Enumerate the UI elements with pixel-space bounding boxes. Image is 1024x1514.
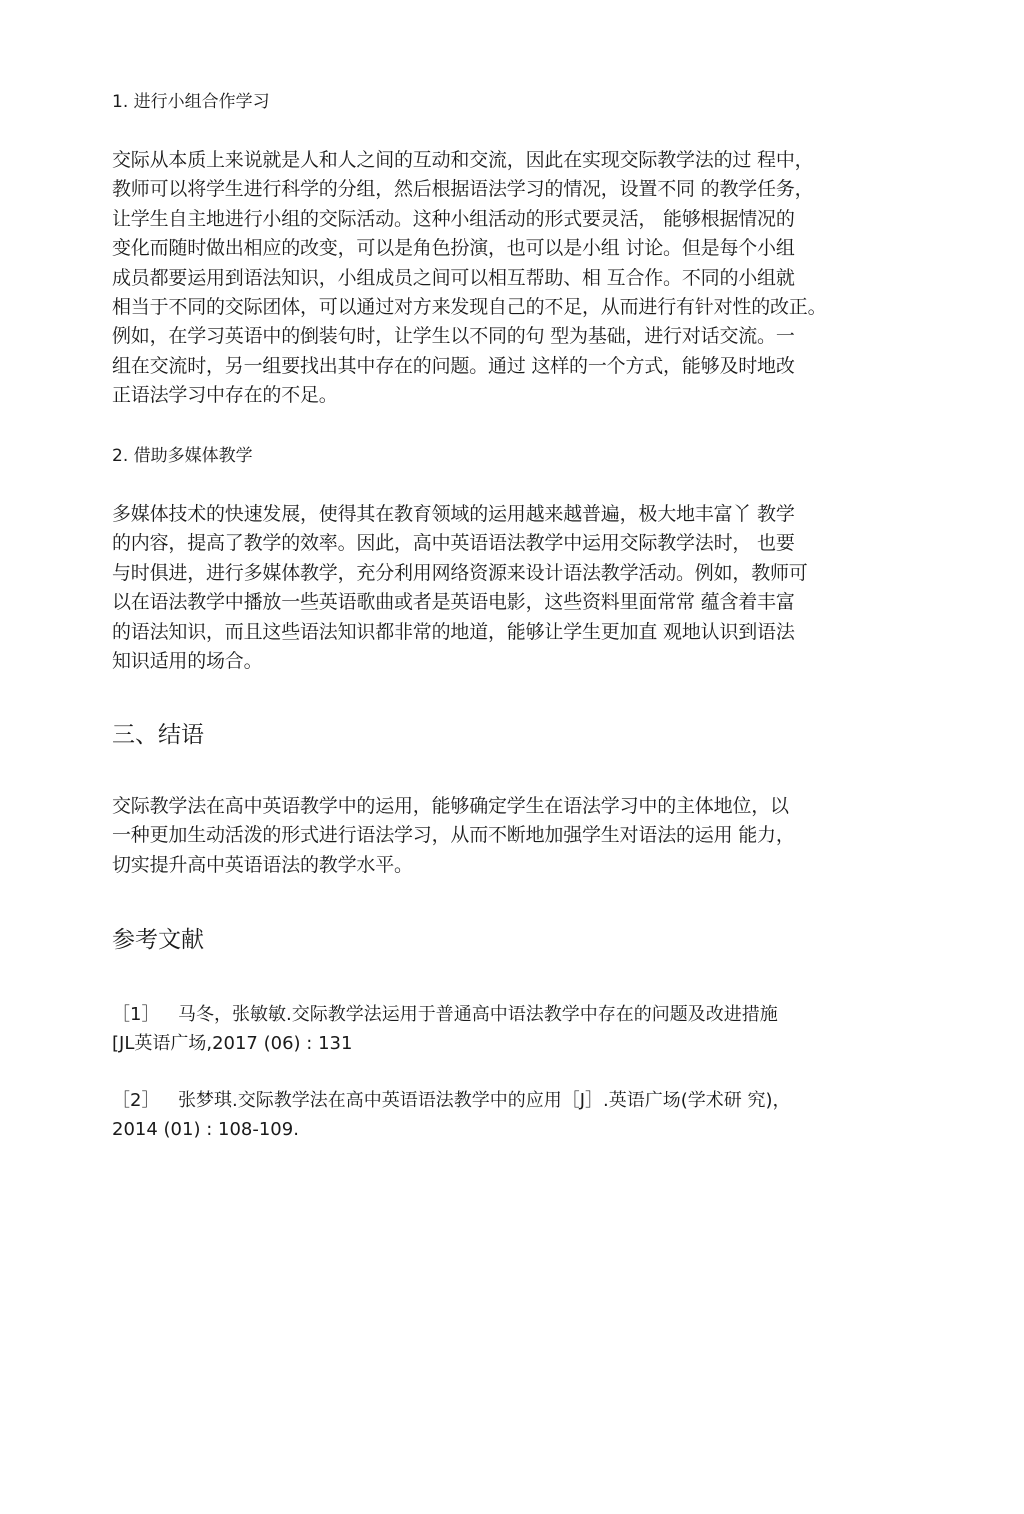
reference-item-2 — [112, 1086, 942, 1144]
text-line: 变化而随时做出相应的改变，可以是角色扮演，也可以是小组 讨论。但是每个小组 — [112, 237, 795, 260]
text-line: 的内容，提高了教学的效率。因此，高中英语语法教学中运用交际教学法时， 也要 — [112, 532, 795, 555]
text-line: 成员都要运用到语法知识，小组成员之间可以相互帮助、相 互合作。不同的小组就 — [112, 266, 795, 289]
reference-text-continued: [JL英语广场,2017 (06) : 131 — [112, 1033, 353, 1054]
text-line: 多媒体技术的快速发展，使得其在教育领域的运用越来越普遍，极大地丰富丫 教学 — [112, 503, 795, 525]
subsection-title-group-learning: 1. 进行小组合作学习 — [112, 92, 270, 112]
text-line: 组在交流时，另一组要找出其中存在的问题。通过 这样的一个方式，能够及时地改 — [112, 354, 795, 377]
reference-text: 张梦琪.交际教学法在高中英语语法教学中的应用［J］.英语广场(学术研 究)， — [178, 1090, 791, 1111]
reference-number: ［1］ — [112, 1004, 160, 1025]
text-line: 教师可以将学生进行科学的分组，然后根据语法学习的情况，设置不同 的教学任务， — [112, 178, 814, 201]
text-line: 以在语法教学中播放一些英语歌曲或者是英语电影，这些资料里面常常 蕴含着丰富 — [112, 591, 795, 614]
paragraph-conclusion — [112, 792, 942, 880]
text-line: 相当于不同的交际团体，可以通过对方来发现自己的不足，从而进行有针对性的改正。 — [112, 295, 827, 318]
text-line: 与时俱进，进行多媒体教学，充分利用网络资源来设计语法教学活动。例如，教师可 — [112, 561, 808, 584]
text-line: 交际从本质上来说就是人和人之间的互动和交流，因此在实现交际教学法的过 程中， — [112, 149, 814, 171]
text-line: 例如，在学习英语中的倒装句时，让学生以不同的句 型为基础，进行对话交流。一 — [112, 325, 795, 348]
text-line: 交际教学法在高中英语教学中的运用，能够确定学生在语法学习中的主体地位，以 — [112, 795, 789, 817]
subsection-title-multimedia: 2. 借助多媒体教学 — [112, 446, 253, 466]
reference-number: ［2］ — [112, 1090, 160, 1111]
section-title-references: 参考文献 — [112, 927, 204, 953]
text-line: 一种更加生动活泼的形式进行语法学习，从而不断地加强学生对语法的运用 能力， — [112, 824, 795, 847]
reference-item-1 — [112, 1000, 942, 1058]
reference-text: 马冬，张敏敏.交际教学法运用于普通高中语法教学中存在的问题及改进措施 — [178, 1004, 778, 1025]
text-line: 让学生自主地进行小组的交际活动。这种小组活动的形式要灵活， 能够根据情况的 — [112, 207, 795, 230]
section-title-conclusion: 三、结语 — [112, 722, 204, 748]
paragraph-group-learning — [112, 146, 942, 411]
reference-text-continued: 2014 (01) : 108-109. — [112, 1119, 299, 1140]
text-line: 知识适用的场合。 — [112, 649, 263, 672]
text-line: 正语法学习中存在的不足。 — [112, 384, 338, 407]
text-line: 切实提升高中英语语法的教学水平。 — [112, 853, 413, 876]
text-line: 的语法知识，而且这些语法知识都非常的地道，能够让学生更加直 观地认识到语法 — [112, 620, 795, 643]
paragraph-multimedia — [112, 500, 942, 676]
